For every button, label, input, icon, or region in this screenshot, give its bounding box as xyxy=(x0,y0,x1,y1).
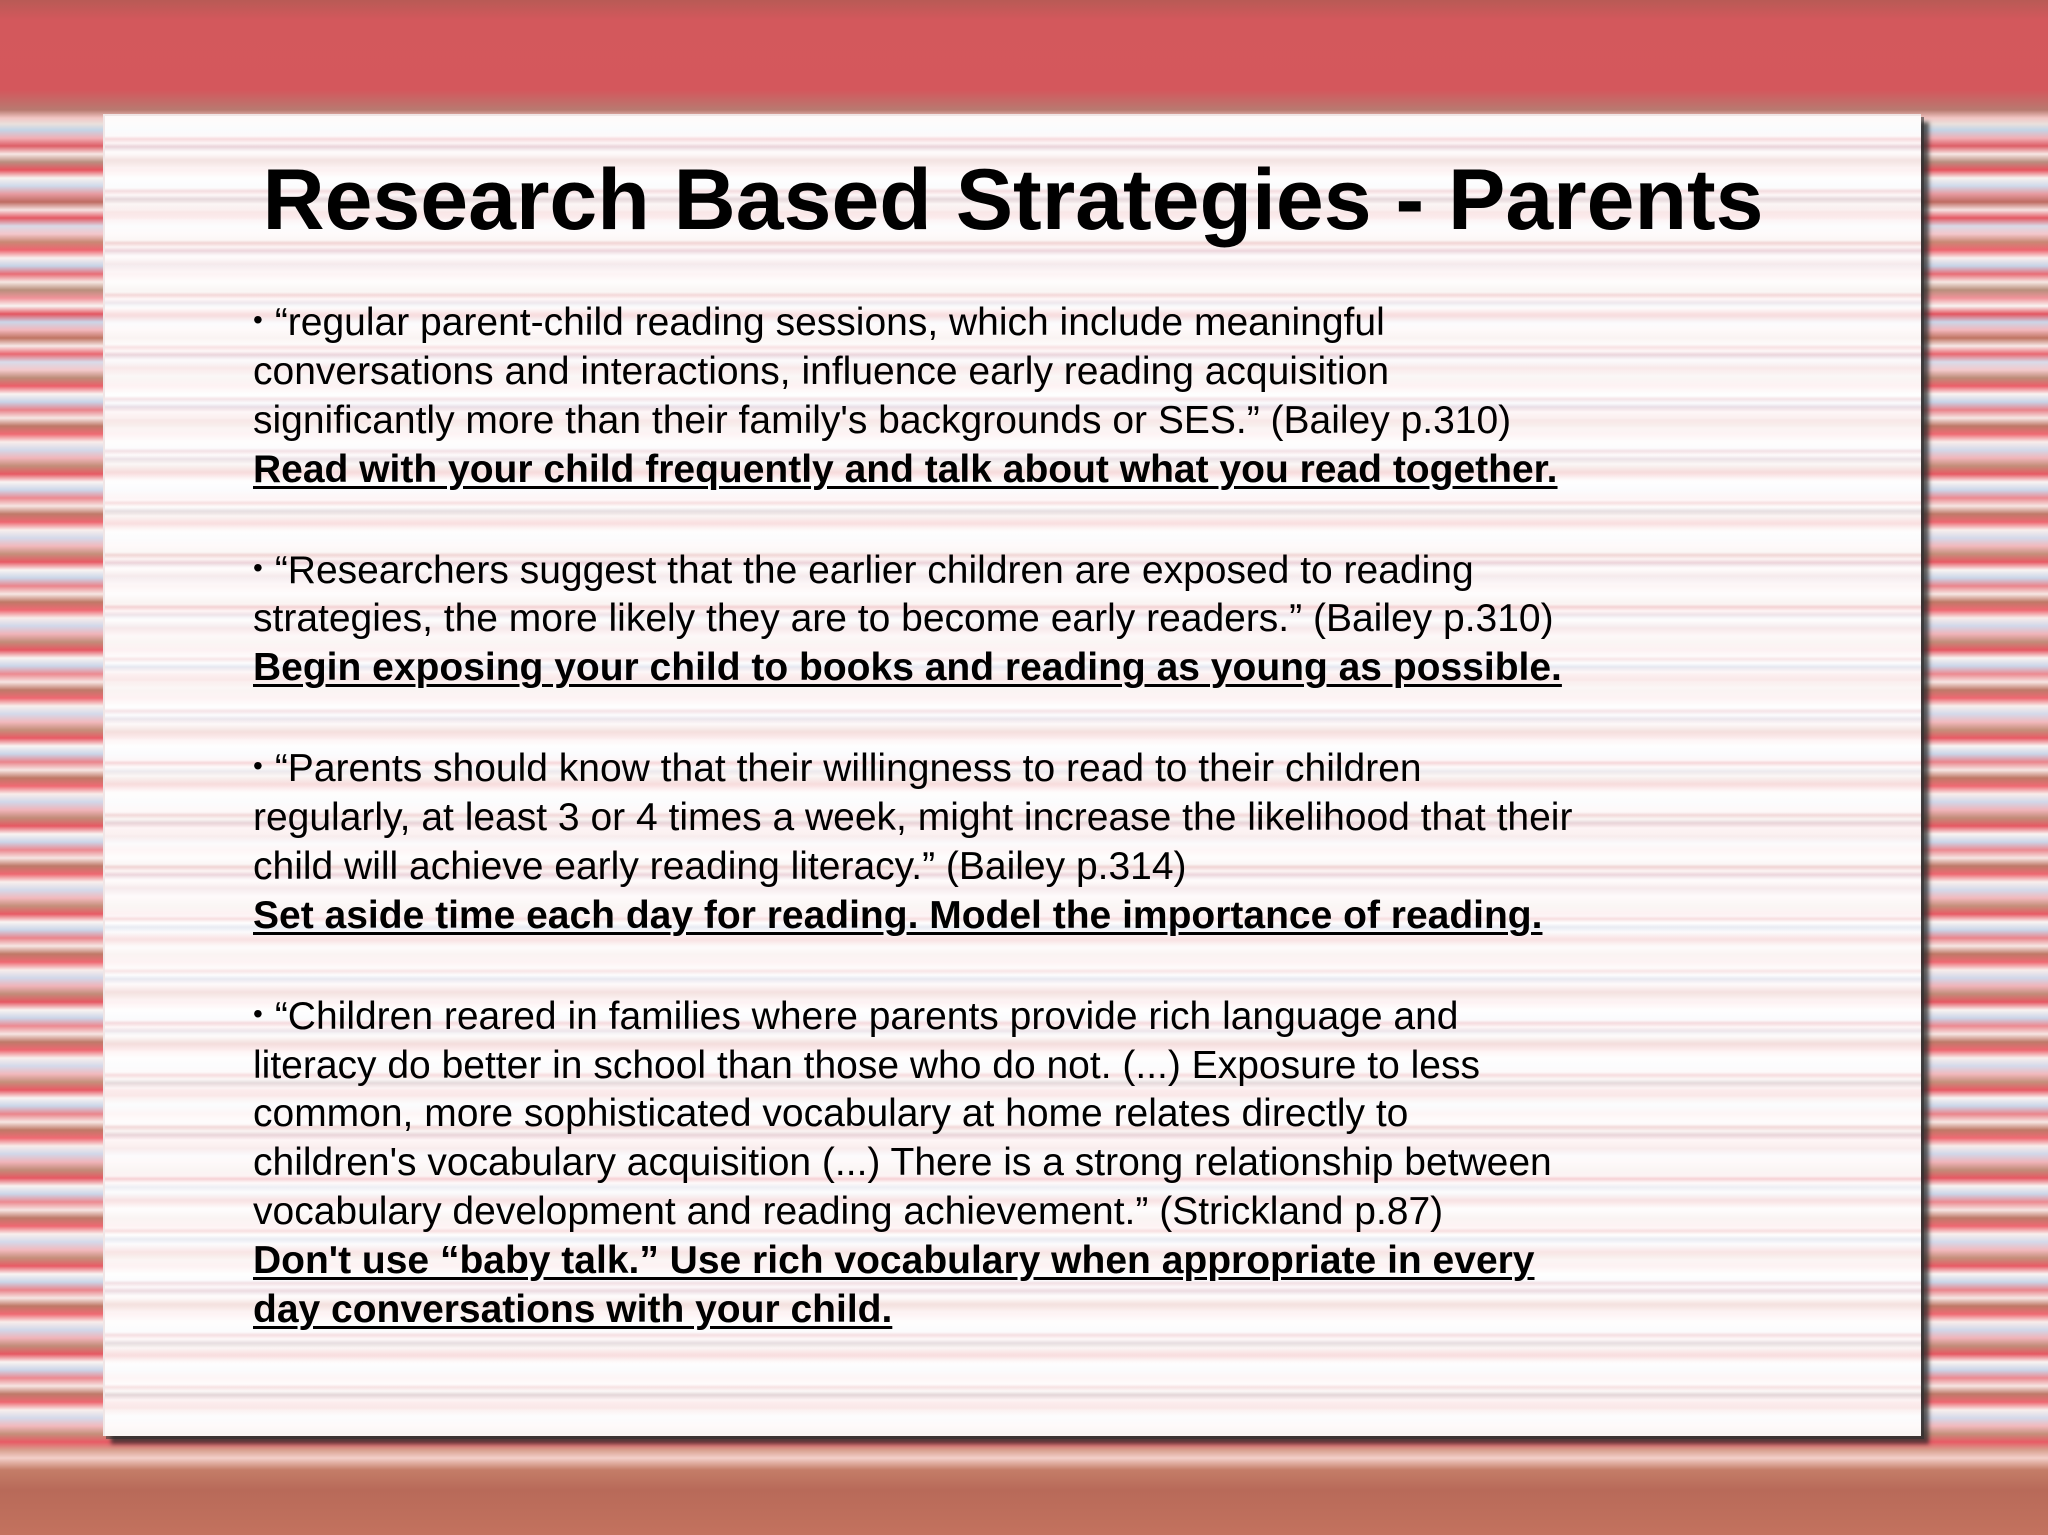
slide-panel xyxy=(103,114,1921,1436)
research-quote: “Children reared in families where parents provide rich language and literacy do better in school than those who do not. (...) Exposure to less common, more sophisticated vocabulary at home relates directly to children's vocabulary acquisition (...) There is a strong relationship between vocabulary development and reading achievement.” (Strickland p.87) xyxy=(253,994,1552,1234)
bullet-icon: • xyxy=(253,750,263,782)
list-item-early-exposure xyxy=(253,544,1873,694)
list-item-reading-sessions xyxy=(253,296,1873,495)
bullet-icon: • xyxy=(253,304,263,335)
bullet-icon: • xyxy=(253,551,263,583)
research-quote: “Researchers suggest that the earlier children are exposed to reading strategies, the more likely they are to become early readers.” (Bailey p.310) xyxy=(253,548,1554,641)
parent-strategy: Begin exposing your child to books and reading as young as possible. xyxy=(253,646,1562,690)
list-item-reading-frequency xyxy=(253,742,1873,941)
parent-strategy: Set aside time each day for reading. Model the importance of reading. xyxy=(253,893,1543,937)
parent-strategy: Don't use “baby talk.” Use rich vocabulary when appropriate in every day conversations with your child. xyxy=(253,1239,1535,1332)
research-quote: “Parents should know that their willingness to read to their children regularly, at least 3 or 4 times a week, might increase the likelihood that their child will achieve early reading literacy.” (Bailey p.314) xyxy=(253,747,1573,888)
bullet-list xyxy=(253,296,1873,1384)
slide-title: Research Based Strategies - Parents xyxy=(262,152,1764,248)
bullet-icon: • xyxy=(253,997,263,1029)
parent-strategy: Read with your child frequently and talk about what you read together. xyxy=(253,447,1558,491)
list-item-rich-vocabulary xyxy=(253,990,1873,1335)
research-quote: “regular parent-child reading sessions, which include meaningful conversations and interactions, influence early reading acquisition significantly more than their family's backgrounds or SES.” (Bailey p.310) xyxy=(253,301,1512,442)
